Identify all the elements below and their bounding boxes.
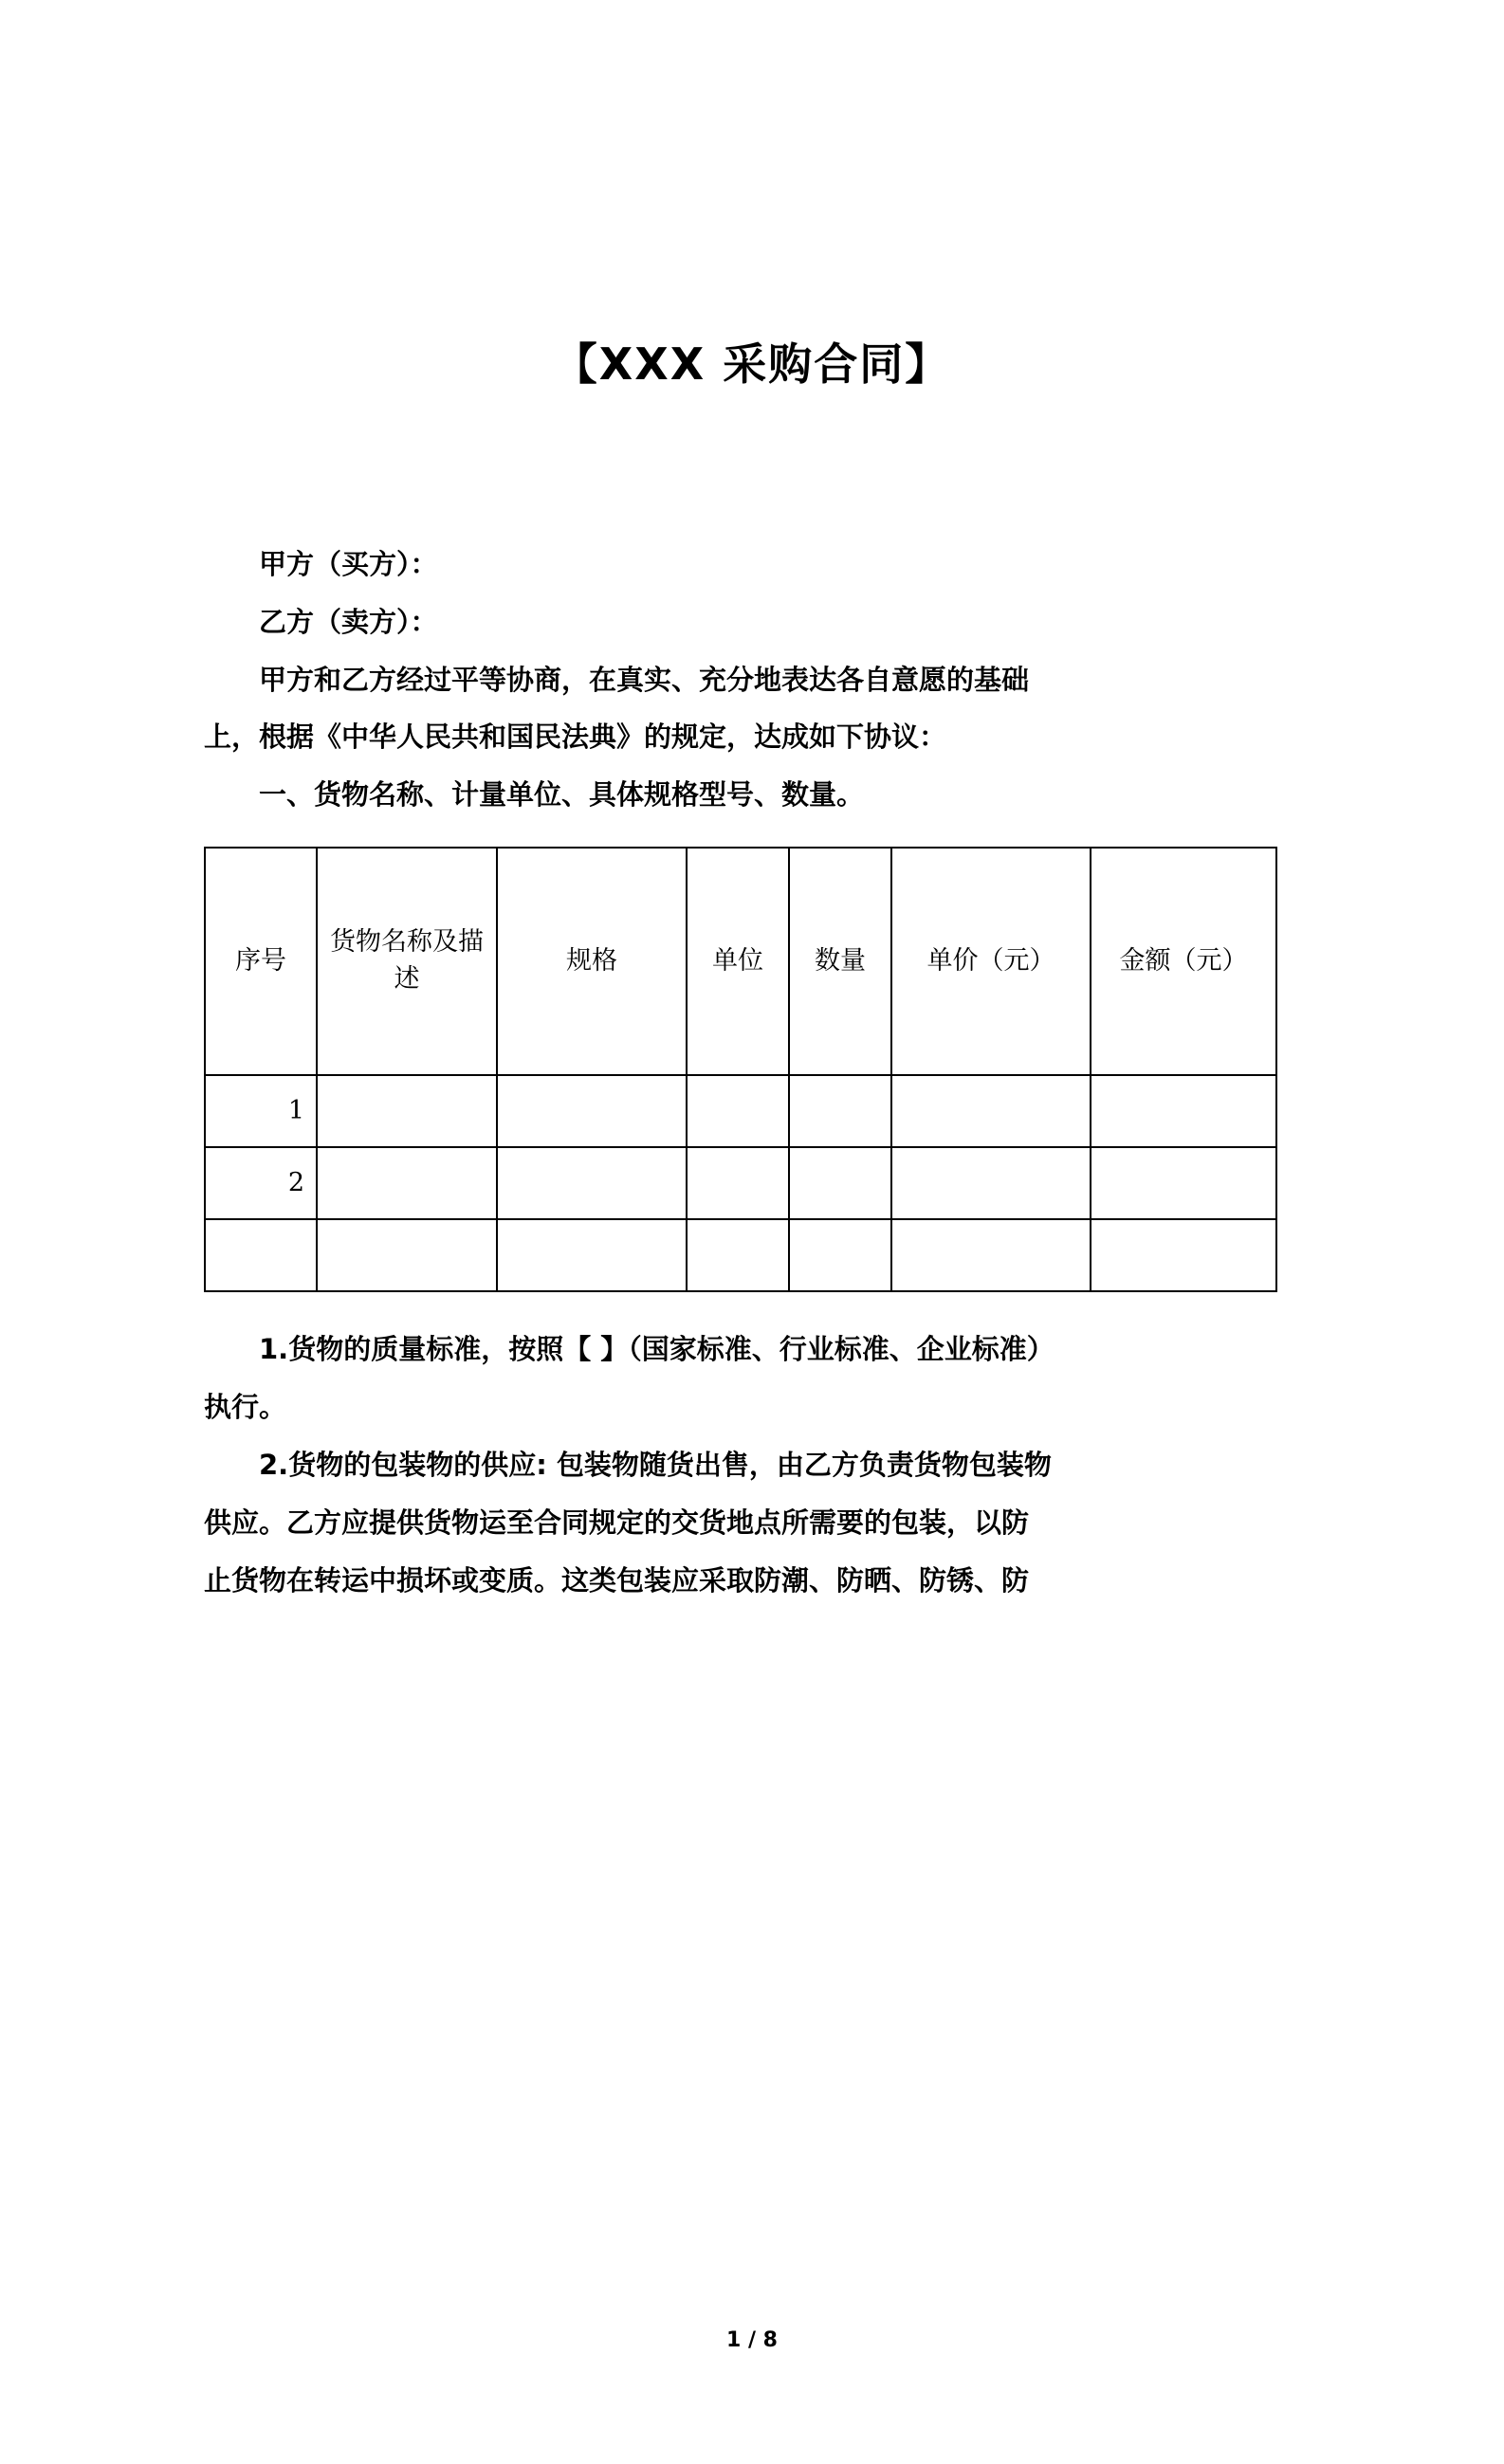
document-page: [0, 337, 1504, 2464]
clause-1-line-1: 1.货物的质量标准，按照【 】（国家标准、行业标准、企业标准）: [259, 1333, 1055, 1366]
header-unit-label: 单位: [712, 946, 763, 976]
header-amount: [1091, 848, 1276, 1075]
header-unit: [687, 848, 789, 1075]
header-price-label: 单价（元）: [926, 946, 1055, 976]
header-spec: [497, 848, 687, 1075]
party-a-line: 甲方（买方）：: [259, 547, 438, 580]
header-name: [317, 848, 497, 1075]
table-row: [205, 1147, 1276, 1219]
page-title: 【XXX 采购合同】: [553, 338, 951, 390]
header-qty-label: 数量: [815, 946, 866, 976]
cell-name: [317, 1147, 497, 1219]
clause-2-line-2: 供应。乙方应提供货物运至合同规定的交货地点所需要的包装，以防: [204, 1506, 1030, 1539]
cell-qty: [789, 1075, 891, 1147]
cell-price: [891, 1219, 1091, 1291]
cell-unit: [687, 1147, 789, 1219]
preamble-line-2: 上，根据《中华人民共和国民法典》的规定，达成如下协议：: [204, 721, 947, 754]
cell-seq: [205, 1219, 317, 1291]
header-spec-label: 规格: [566, 946, 617, 976]
cell-price: [891, 1075, 1091, 1147]
header-name-label: 货物名称及描述: [330, 927, 484, 995]
header-seq: [205, 848, 317, 1075]
cell-qty: [789, 1219, 891, 1291]
clauses-block: [0, 1321, 1504, 1609]
cell-name: [317, 1075, 497, 1147]
clause-2-line-3: 止货物在转运中损坏或变质。这类包装应采取防潮、防晒、防锈、防: [204, 1563, 1030, 1597]
cell-unit: [687, 1219, 789, 1291]
party-b-line: 乙方（卖方）：: [259, 605, 438, 638]
table-row: [205, 1219, 1276, 1291]
cell-amount: [1091, 1075, 1276, 1147]
goods-table: [204, 847, 1277, 1292]
page-number: 1 / 8: [726, 2328, 778, 2352]
header-amount-label: 金额（元）: [1119, 946, 1248, 976]
cell-spec: [497, 1075, 687, 1147]
document-body: [0, 536, 1504, 824]
header-seq-label: 序号: [235, 946, 286, 976]
cell-amount: [1091, 1219, 1276, 1291]
cell-spec: [497, 1219, 687, 1291]
cell-unit: [687, 1075, 789, 1147]
cell-amount: [1091, 1147, 1276, 1219]
cell-spec: [497, 1147, 687, 1219]
cell-qty: [789, 1147, 891, 1219]
header-price: [891, 848, 1091, 1075]
cell-price: [891, 1147, 1091, 1219]
preamble-line-1: 甲方和乙方经过平等协商，在真实、充分地表达各自意愿的基础: [259, 663, 1030, 696]
cell-seq: 2: [205, 1147, 317, 1219]
table-header-row: [205, 848, 1276, 1075]
section-one-heading: 一、货物名称、计量单位、具体规格型号、数量。: [259, 778, 865, 812]
header-qty: [789, 848, 891, 1075]
cell-name: [317, 1219, 497, 1291]
clause-2-line-1: 2.货物的包装物的供应: 包装物随货出售，由乙方负责货物包装物: [259, 1449, 1052, 1482]
clause-1-line-2: 执行。: [204, 1391, 287, 1424]
cell-seq: 1: [205, 1075, 317, 1147]
table-row: [205, 1075, 1276, 1147]
